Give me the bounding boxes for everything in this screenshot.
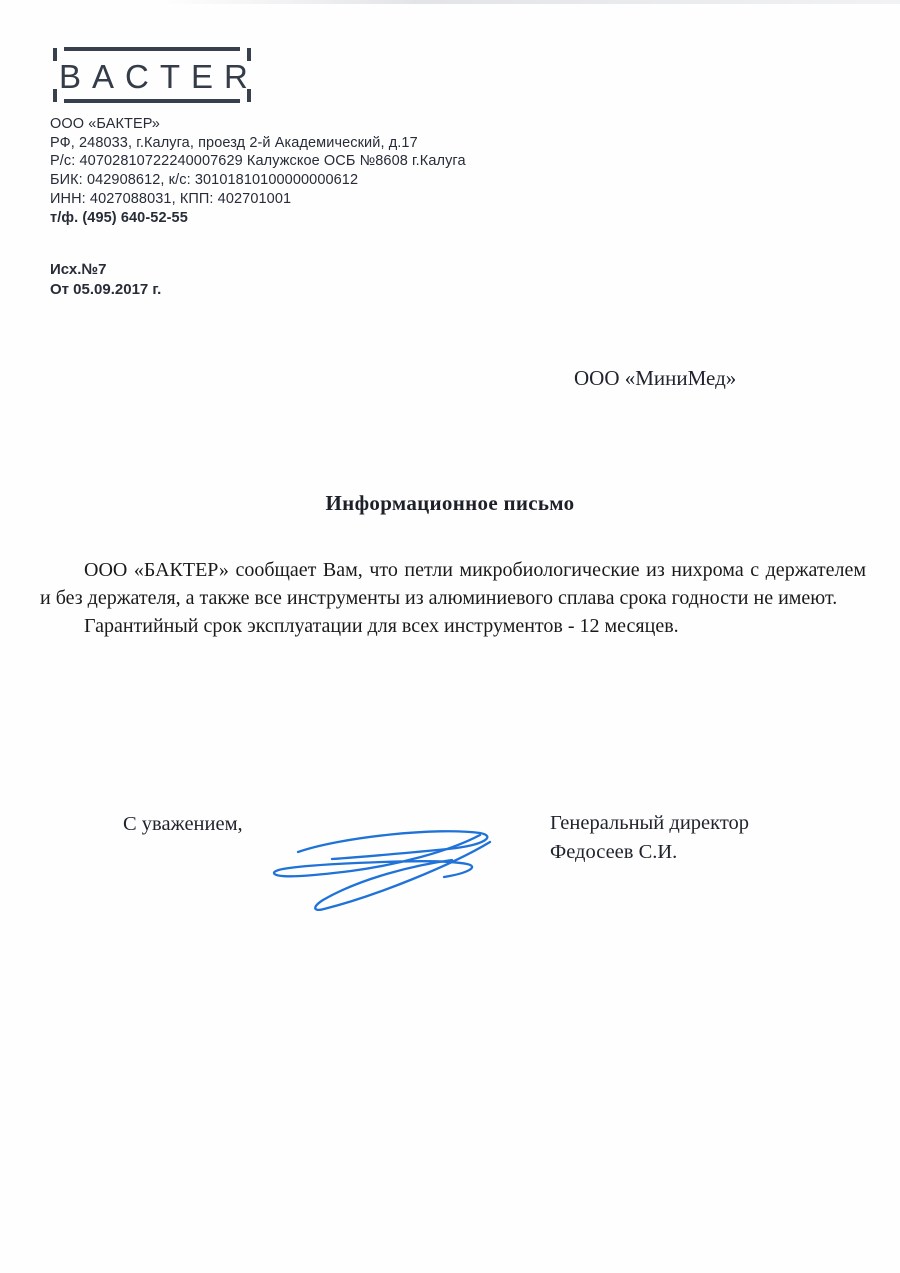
signature-block (0, 806, 900, 941)
company-bik-line: БИК: 042908612, к/с: 30101810100000000612 (50, 172, 359, 189)
signer-name: Федосеев С.И. (550, 841, 678, 863)
company-name-line: ООО «БАКТЕР» (50, 116, 160, 132)
closing-salutation: С уважением, (123, 813, 243, 835)
company-phone-line: т/ф. (495) 640-52-55 (50, 209, 188, 226)
logo-frame-bottom-line (64, 99, 240, 103)
company-logo (48, 47, 259, 103)
company-inn-kpp-line: ИНН: 4027088031, КПП: 402701001 (50, 190, 292, 207)
body-paragraph-1: ООО «БАКТЕР» сообщает Вам, что петли микробиологические из нихрома с держателем и без держателя, а также все инструменты из алюминиевого сплава срока годности не имеют. (40, 559, 866, 609)
body-paragraph-2: Гарантийный срок эксплуатации для всех инструментов - 12 месяцев. (84, 615, 679, 637)
letter-date: От 05.09.2017 г. (50, 281, 162, 298)
company-details (50, 115, 466, 227)
logo-text: BACTER (59, 58, 259, 95)
letter-body (40, 556, 866, 640)
signer-position: Генеральный директор (550, 812, 750, 834)
letter-title: Информационное письмо (325, 491, 575, 515)
handwritten-signature (266, 812, 516, 922)
company-address-line: РФ, 248033, г.Калуга, проезд 2-й Академический, д.17 (50, 134, 418, 151)
signer-credentials (550, 809, 749, 867)
outgoing-number: Исх.№7 (50, 261, 107, 278)
recipient: ООО «МиниМед» (574, 366, 737, 390)
company-bank-account-line: Р/с: 40702810722240007629 Калужское ОСБ №8608 г.Калуга (50, 153, 466, 170)
logo-frame-top-line (64, 47, 240, 51)
reference-block (50, 260, 161, 300)
scan-artifact-top (160, 0, 900, 4)
